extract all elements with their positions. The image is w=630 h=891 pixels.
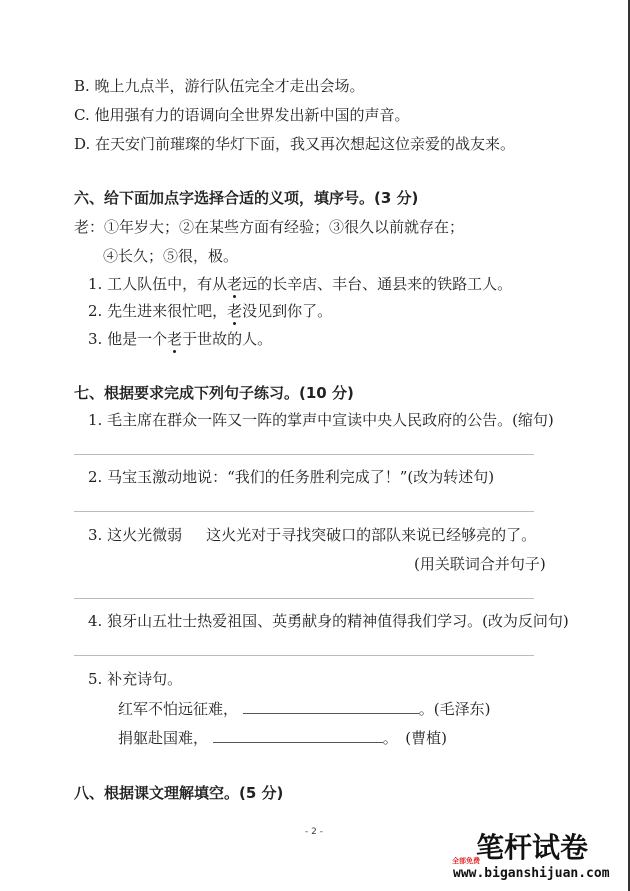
section-6-heading: 六、给下面加点字选择合适的义项，填序号。(3 分): [74, 189, 419, 207]
answer-line-4[interactable]: [74, 655, 534, 656]
watermark-brand: 笔杆试卷: [476, 831, 589, 864]
s6-item-2: 2. 先生进来很忙吧，老没见到你了。: [88, 302, 333, 320]
option-c: C. 他用强有力的语调向全世界发出新中国的声音。: [74, 106, 410, 124]
s7-q1: 1. 毛主席在群众一阵又一阵的掌声中宣读中央人民政府的公告。(缩句): [88, 411, 554, 429]
s7-q3-note: (用关联词合并句子): [414, 555, 546, 573]
section-7-heading: 七、根据要求完成下列句子练习。(10 分): [74, 384, 354, 402]
s6-item-3: 3. 他是一个老于世故的人。: [88, 330, 273, 348]
option-b: B. 晚上九点半，游行队伍完全才走出会场。: [74, 77, 365, 95]
s7-q3: [88, 526, 536, 544]
section-8-heading: 八、根据课文理解填空。(5 分): [74, 784, 284, 802]
s7-q3-part1: 3. 这火光微弱: [88, 526, 183, 544]
s7-q4: 4. 狼牙山五壮士热爱祖国、英勇献身的精神值得我们学习。(改为反问句): [88, 612, 569, 630]
poem-line-2: 捐躯赴国难， 。 (曹植): [118, 729, 448, 747]
answer-line-2[interactable]: [74, 511, 534, 512]
dotted-char: 老: [167, 330, 183, 348]
option-d: D. 在天安门前璀璨的华灯下面，我又再次想起这位亲爱的战友来。: [74, 135, 516, 153]
poem-blank-1[interactable]: [243, 699, 419, 714]
s7-q5: 5. 补充诗句。: [88, 670, 183, 688]
dotted-char: 老: [227, 302, 243, 320]
dotted-char: 老: [227, 275, 243, 293]
page-number: - 2 -: [305, 827, 323, 837]
poem-blank-2[interactable]: [213, 728, 383, 743]
definition-line-2: ④长久；⑤很，极。: [103, 247, 239, 265]
answer-line-1[interactable]: [74, 454, 534, 455]
s6-item-1: 1. 工人队伍中，有从老远的长辛店、丰台、通县来的铁路工人。: [88, 275, 513, 293]
watermark-url: www.biganshijuan.com: [453, 866, 610, 881]
answer-line-3[interactable]: [74, 598, 534, 599]
s7-q3-part2: 这火光对于寻找突破口的部队来说已经够亮的了。: [206, 526, 537, 544]
definition-line-1: 老：①年岁大；②在某些方面有经验；③很久以前就存在；: [74, 218, 465, 236]
watermark-tag: 全部免费: [452, 857, 480, 865]
poem-line-1: 红军不怕远征难， 。(毛泽东): [118, 700, 491, 718]
s7-q2: 2. 马宝玉激动地说：“我们的任务胜利完成了！”(改为转述句): [88, 468, 495, 486]
